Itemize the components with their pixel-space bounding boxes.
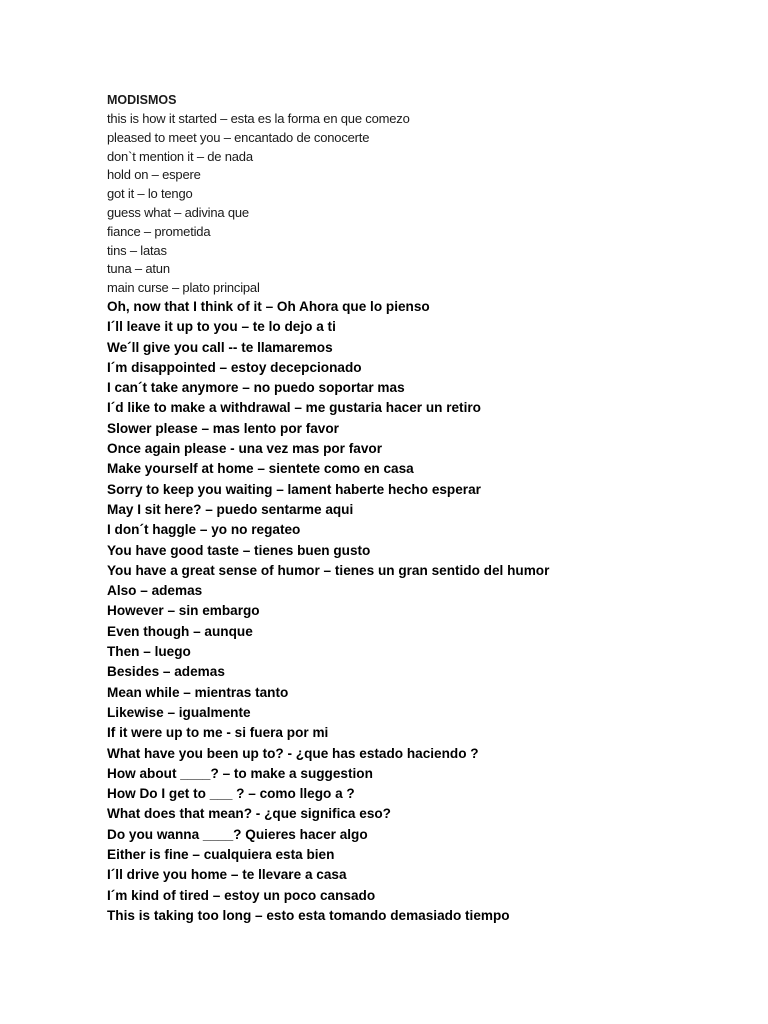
phrase-line: This is taking too long – esto esta tomando demasiado tiempo — [107, 907, 510, 923]
phrase-line: Likewise – igualmente — [107, 704, 251, 720]
phrase-line: What have you been up to? - ¿que has estado haciendo ? — [107, 745, 479, 761]
phrase-line: got it – lo tengo — [107, 186, 193, 202]
phrase-line: guess what – adivina que — [107, 204, 249, 220]
phrase-line: You have good taste – tienes buen gusto — [107, 542, 371, 558]
phrase-line: hold on – espere — [107, 167, 201, 183]
phrase-line: What does that mean? - ¿que significa eso? — [107, 806, 391, 822]
phrase-line: tins – latas — [107, 242, 167, 258]
phrase-line: tuna – atun — [107, 261, 170, 277]
document-title: MODISMOS — [107, 93, 177, 107]
phrase-line: Slower please – mas lento por favor — [107, 420, 339, 436]
phrase-line: Even though – aunque — [107, 623, 253, 639]
phrase-line: May I sit here? – puedo sentarme aqui — [107, 501, 354, 517]
phrase-line: Then – luego — [107, 644, 191, 660]
phrase-line: Sorry to keep you waiting – lament haberte hecho esperar — [107, 481, 481, 497]
phrase-line: Oh, now that I think of it – Oh Ahora que lo pienso — [107, 299, 430, 314]
phrase-line: You have a great sense of humor – tienes un gran sentido del humor — [107, 562, 550, 578]
phrase-line: this is how it started – esta es la forma en que comezo — [107, 111, 410, 126]
phrase-line: If it were up to me - si fuera por mi — [107, 725, 329, 741]
phrase-line: I´ll drive you home – te llevare a casa — [107, 867, 347, 883]
phrase-line: We´ll give you call -- te llamaremos — [107, 339, 333, 355]
phrase-line: Besides – ademas — [107, 664, 225, 680]
phrase-line: Also – ademas — [107, 583, 203, 599]
phrase-line: How about ____? – to make a suggestion — [107, 765, 373, 781]
phrase-line: main curse – plato principal — [107, 280, 260, 296]
phrase-line: don`t mention it – de nada — [107, 148, 253, 164]
phrase-line: However – sin embargo — [107, 603, 260, 619]
phrase-line: fiance – prometida — [107, 223, 211, 239]
phrase-line: Once again please - una vez mas por favor — [107, 441, 382, 457]
phrase-line: pleased to meet you – encantado de conocerte — [107, 129, 370, 145]
phrase-line: Mean while – mientras tanto — [107, 684, 289, 700]
phrase-line: I´m kind of tired – estoy un poco cansado — [107, 887, 376, 903]
phrase-line: Do you wanna ____? Quieres hacer algo — [107, 826, 368, 842]
phrase-line: I´d like to make a withdrawal – me gustaria hacer un retiro — [107, 400, 481, 416]
phrase-line: Either is fine – cualquiera esta bien — [107, 847, 335, 863]
phrase-line: I can´t take anymore – no puedo soportar mas — [107, 380, 405, 396]
bold-phrases-list — [107, 297, 549, 926]
phrase-line: I´ll leave it up to you – te lo dejo a ti — [107, 319, 336, 335]
phrase-line: I don´t haggle – yo no regateo — [107, 522, 301, 538]
basic-phrases-list — [107, 110, 410, 298]
phrase-line: Make yourself at home – sientete como en casa — [107, 461, 414, 477]
phrase-line: I´m disappointed – estoy decepcionado — [107, 359, 362, 375]
phrase-line: How Do I get to ___ ? – como llego a ? — [107, 786, 355, 802]
